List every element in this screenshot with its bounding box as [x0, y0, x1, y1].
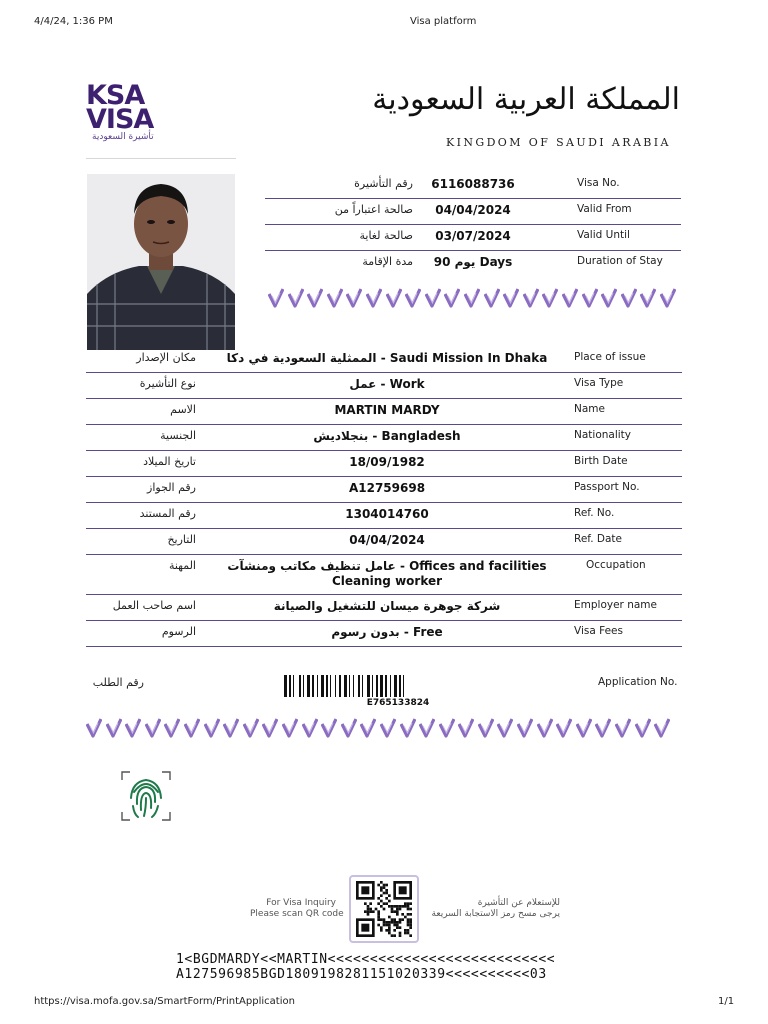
- check-mark-icon: [145, 718, 161, 738]
- row-visa-fees: [86, 620, 682, 647]
- check-mark-band: [268, 288, 682, 310]
- check-mark-icon: [400, 718, 416, 738]
- label-ar: رقم المستند: [139, 507, 196, 520]
- label-en: Occupation: [586, 559, 646, 571]
- row-place-of-issue: [86, 346, 682, 373]
- check-mark-icon: [425, 288, 441, 308]
- label-en: Employer name: [574, 599, 657, 611]
- row-employer: [86, 594, 682, 621]
- inquiry-ar: [430, 898, 560, 920]
- check-mark-icon: [106, 718, 122, 738]
- value: A12759698: [348, 481, 426, 495]
- barcode-bar: [390, 675, 391, 697]
- check-mark-icon: [439, 718, 455, 738]
- barcode-bar: [362, 675, 363, 697]
- inquiry-en-line1: For Visa Inquiry: [266, 898, 336, 908]
- row-occupation: [86, 554, 682, 595]
- label-en: Ref. Date: [574, 533, 622, 545]
- check-mark-icon: [288, 288, 304, 308]
- kingdom-arabic: المملكة العربية السعودية: [372, 82, 680, 117]
- label-en: Birth Date: [574, 455, 628, 467]
- barcode-bar: [403, 675, 404, 697]
- value: 18/09/1982: [349, 455, 425, 469]
- barcode-bar: [321, 675, 324, 697]
- row-valid-until: [265, 224, 681, 251]
- print-page-title: Visa platform: [410, 16, 477, 27]
- check-mark-icon: [478, 718, 494, 738]
- print-url: https://visa.mofa.gov.sa/SmartForm/PrintApplication: [34, 996, 295, 1007]
- check-mark-icon: [615, 718, 631, 738]
- check-mark-icon: [327, 288, 343, 308]
- barcode-bar: [326, 675, 328, 697]
- label-ar: صالحة اعتباراً من: [334, 203, 413, 216]
- check-mark-icon: [595, 718, 611, 738]
- value: 03/07/2024: [435, 229, 511, 243]
- logo-divider: [86, 158, 236, 159]
- inquiry-ar-line1: للإستعلام عن التأشيرة: [477, 898, 560, 908]
- label-ar: مدة الإقامة: [362, 255, 413, 268]
- check-mark-icon: [660, 288, 676, 308]
- logo-line1: KSA: [86, 80, 145, 111]
- row-visa-type: [86, 372, 682, 399]
- barcode-bar: [312, 675, 314, 697]
- print-datetime: 4/4/24, 1:36 PM: [34, 16, 113, 27]
- check-mark-icon: [458, 718, 474, 738]
- check-mark-icon: [386, 288, 402, 308]
- qr-code-icon: [349, 875, 419, 943]
- label-en: Name: [574, 403, 605, 415]
- value-line1: عامل تنظيف مكاتب ومنشآت - Offices and facilities: [227, 559, 547, 573]
- check-mark-icon: [204, 718, 220, 738]
- logo-line2: VISA: [86, 104, 154, 135]
- barcode-bar: [349, 675, 350, 697]
- barcode-bar: [317, 675, 318, 697]
- barcode-bar: [394, 675, 397, 697]
- barcode-bar: [299, 675, 301, 697]
- barcode-bar: [399, 675, 401, 697]
- row-ref-date: [86, 528, 682, 555]
- check-mark-icon: [601, 288, 617, 308]
- label-en: Duration of Stay: [577, 255, 663, 267]
- value: 04/04/2024: [349, 533, 425, 547]
- ksa-visa-logo: [86, 80, 236, 142]
- label-ar: رقم الجواز: [147, 481, 196, 494]
- row-ref-no: [86, 502, 682, 529]
- mrz-line-2: A127596985BGD1809198281151020339<<<<<<<<<<03: [176, 967, 547, 982]
- check-mark-icon: [484, 288, 500, 308]
- qr-code-pattern: [356, 881, 412, 937]
- check-mark-icon: [243, 718, 259, 738]
- check-mark-icon: [302, 718, 318, 738]
- label-ar: نوع التأشيرة: [139, 377, 196, 390]
- check-mark-icon: [223, 718, 239, 738]
- check-mark-icon: [635, 718, 651, 738]
- check-mark-icon: [405, 288, 421, 308]
- inquiry-ar-line2: يرجى مسح رمز الاستجابة السريعة: [431, 909, 560, 919]
- barcode-bar: [358, 675, 360, 697]
- barcode-icon: [284, 675, 512, 697]
- label-ar: تاريخ الميلاد: [143, 455, 196, 468]
- inquiry-en: [250, 898, 344, 920]
- label-ar: التاريخ: [167, 533, 196, 546]
- check-mark-icon: [262, 718, 278, 738]
- applicant-photo: [87, 174, 235, 350]
- check-mark-icon: [576, 718, 592, 738]
- value: 04/04/2024: [435, 203, 511, 217]
- value: شركة جوهرة ميسان للتشغيل والصيانة: [273, 599, 501, 613]
- barcode-bar: [372, 675, 373, 697]
- label-ar: اسم صاحب العمل: [112, 599, 196, 612]
- label-ar: رقم التأشيرة: [354, 177, 413, 190]
- check-mark-icon: [360, 718, 376, 738]
- check-mark-icon: [582, 288, 598, 308]
- check-mark-icon: [523, 288, 539, 308]
- value-line2: Cleaning worker: [331, 574, 443, 588]
- label-ar: صالحة لغاية: [359, 229, 413, 242]
- value: MARTIN MARDY: [334, 403, 440, 417]
- row-visa-no: [265, 172, 681, 199]
- mrz-line-1: 1<BGDMARDY<<MARTIN<<<<<<<<<<<<<<<<<<<<<<<<<<<: [176, 952, 556, 967]
- barcode-bar: [367, 675, 370, 697]
- check-mark-icon: [268, 288, 284, 308]
- label-ar: الجنسية: [160, 429, 196, 442]
- check-mark-icon: [419, 718, 435, 738]
- barcode-bar: [284, 675, 287, 697]
- label-ar: الرسوم: [161, 625, 196, 638]
- check-mark-icon: [556, 718, 572, 738]
- barcode-bar: [380, 675, 383, 697]
- print-page-number: 1/1: [718, 996, 735, 1007]
- application-number: E765133824: [366, 698, 430, 708]
- barcode-bar: [307, 675, 310, 697]
- label-en: Visa Fees: [574, 625, 623, 637]
- check-mark-icon: [537, 718, 553, 738]
- check-mark-icon: [282, 718, 298, 738]
- value: 90 يوم Days: [433, 255, 513, 269]
- label-ar: الاسم: [170, 403, 196, 416]
- check-mark-icon: [184, 718, 200, 738]
- barcode-bar: [385, 675, 387, 697]
- label-en: Ref. No.: [574, 507, 615, 519]
- row-passport-no: [86, 476, 682, 503]
- barcode-bar: [303, 675, 304, 697]
- label-en: Valid From: [577, 203, 632, 215]
- check-mark-icon: [444, 288, 460, 308]
- barcode-bar: [335, 675, 336, 697]
- check-mark-icon: [562, 288, 578, 308]
- check-mark-icon: [503, 288, 519, 308]
- check-mark-icon: [654, 718, 670, 738]
- label-ar: مكان الإصدار: [136, 351, 196, 364]
- check-mark-icon: [341, 718, 357, 738]
- application-label-en: Application No.: [598, 676, 678, 688]
- row-name: [86, 398, 682, 425]
- value: 1304014760: [345, 507, 429, 521]
- barcode-bar: [293, 675, 294, 697]
- application-label-ar: رقم الطلب: [92, 676, 144, 689]
- inquiry-en-line2: Please scan QR code: [250, 909, 344, 919]
- label-en: Valid Until: [577, 229, 630, 241]
- check-mark-icon: [542, 288, 558, 308]
- value: الممثلية السعودية في دكا - Saudi Mission In Dhaka: [226, 351, 548, 365]
- label-en: Nationality: [574, 429, 632, 441]
- row-valid-from: [265, 198, 681, 225]
- check-mark-icon: [464, 288, 480, 308]
- value: بنجلاديش - Bangladesh: [313, 429, 461, 443]
- label-en: Visa No.: [577, 177, 620, 189]
- row-duration: [265, 250, 681, 276]
- check-mark-icon: [164, 718, 180, 738]
- value: 6116088736: [431, 177, 515, 191]
- check-mark-icon: [621, 288, 637, 308]
- check-mark-icon: [517, 718, 533, 738]
- label-en: Place of issue: [574, 351, 646, 363]
- logo-arabic: تأشيرة السعودية: [92, 132, 154, 142]
- value: بدون رسوم - Free: [331, 625, 443, 639]
- check-mark-icon: [366, 288, 382, 308]
- check-mark-icon: [346, 288, 362, 308]
- kingdom-english: KINGDOM OF SAUDI ARABIA: [446, 136, 671, 149]
- row-nationality: [86, 424, 682, 451]
- barcode-bar: [339, 675, 341, 697]
- check-mark-icon: [640, 288, 656, 308]
- value: عمل - Work: [349, 377, 425, 391]
- barcode-bar: [376, 675, 378, 697]
- barcode-bar: [344, 675, 347, 697]
- check-mark-icon: [497, 718, 513, 738]
- check-mark-icon: [125, 718, 141, 738]
- label-en: Visa Type: [574, 377, 624, 389]
- check-mark-icon: [321, 718, 337, 738]
- label-en: Passport No.: [574, 481, 640, 493]
- check-mark-band-2: [86, 718, 682, 740]
- check-mark-icon: [380, 718, 396, 738]
- fingerprint-icon: [120, 770, 172, 822]
- barcode-bar: [289, 675, 291, 697]
- check-mark-icon: [86, 718, 102, 738]
- barcode-bar: [330, 675, 331, 697]
- barcode-bar: [353, 675, 354, 697]
- row-birth-date: [86, 450, 682, 477]
- label-ar: المهنة: [168, 559, 196, 572]
- check-mark-icon: [307, 288, 323, 308]
